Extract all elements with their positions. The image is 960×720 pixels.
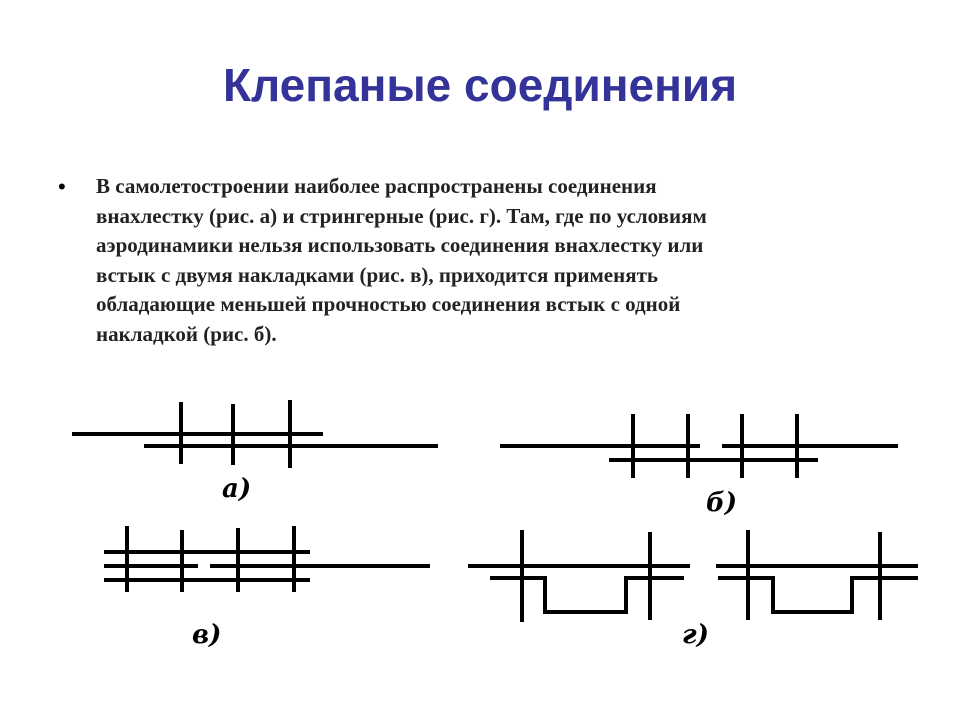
figure-v-double-strap-joint [104, 526, 430, 650]
slide-title: Клепаные соединения [222, 59, 738, 111]
figure-g-label: г) [682, 620, 709, 650]
figure-b-label: б) [706, 488, 738, 518]
figure-v-label: в) [192, 620, 222, 650]
figure-a-lap-joint [72, 400, 438, 504]
figure-g-stringer-joint [468, 530, 918, 650]
bullet-text: В самолетостроении наиболее распространены соединения внахлестку (рис. а) и стрингерные (рис. г). Там, где по условиям аэродинамики нельзя использовать соединения внахлестку или встык с двумя накладками (рис. в), приходится применять обладающие меньшей прочностью соединения встык с одной накладкой (рис. б). [96, 174, 707, 346]
bullet-dot-icon: • [58, 174, 66, 199]
figure-a-label: а) [222, 474, 252, 504]
figure-b-single-strap-joint [500, 414, 898, 518]
